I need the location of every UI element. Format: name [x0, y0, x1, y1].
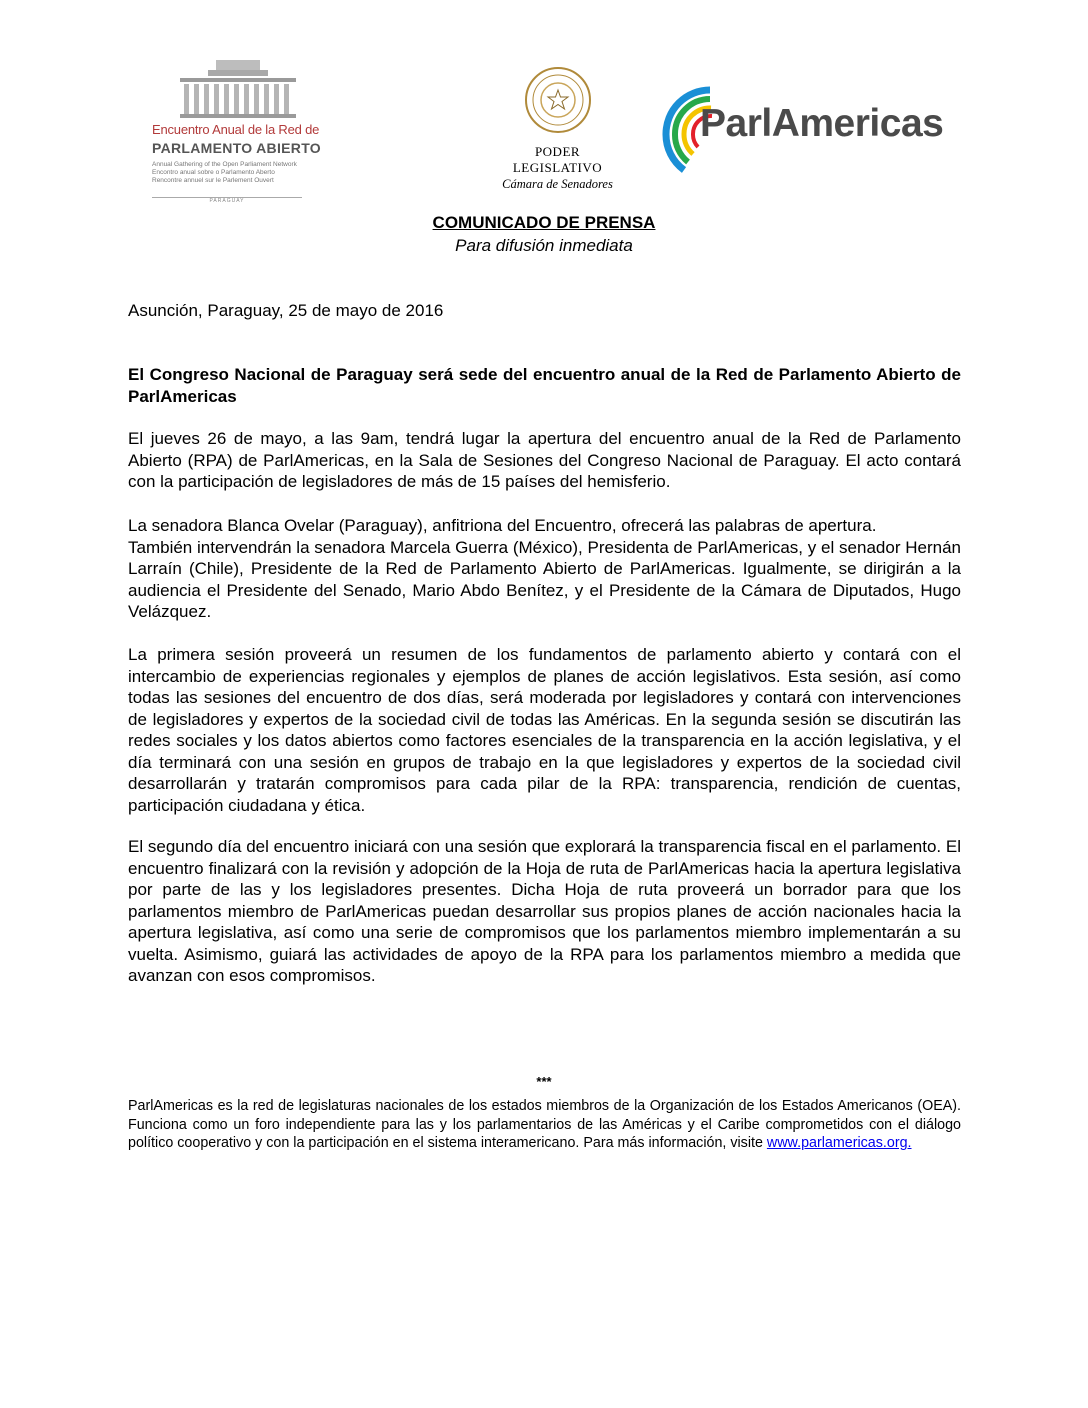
- dateline: Asunción, Paraguay, 25 de mayo de 2016: [128, 301, 444, 320]
- camara-senadores-subtitle: Cámara de Senadores: [502, 177, 613, 191]
- parlamericas-link[interactable]: www.parlamericas.org.: [766, 1135, 912, 1151]
- footer-note: [128, 1097, 961, 1153]
- paragraph-1: El jueves 26 de mayo, a las 9am, tendrá lugar la apertura del encuentro anual de la Red de Parlamento Abierto (RPA) de ParlAmericas, en la Sala de Sesiones del Congreso Nacional de Paraguay. El acto contará con la participación de legisladores de más de 15 países del hemisferio.: [128, 429, 961, 491]
- encuentro-anual-logo: [148, 58, 321, 208]
- logo-left-small3: Rencontre annuel sur le Parlement Ouvert: [152, 177, 274, 184]
- separator: ***: [536, 1074, 552, 1089]
- headline: El Congreso Nacional de Paraguay será sede del encuentro anual de la Red de Parlamento Abierto de ParlAmericas: [128, 365, 961, 406]
- logo-left-line1: Encuentro Anual de la Red de: [152, 122, 320, 137]
- logo-left-footer: PARAGUAY: [152, 197, 302, 204]
- paragraph-4: El segundo día del encuentro iniciará con una sesión que explorará la transparencia fiscal en el parlamento. El encuentro finalizará con la revisión y adopción de la Hoja de ruta de ParlAmericas hacia la apertura legislativa por parte de las y los legisladores presentes. Dicha Hoja de ruta proveerá un borrador para que los parlamentos miembro de ParlAmericas puedan desarrollar sus propios planes de acción nacionales hacia la apertura legislativa, así como una serie de compromisos que los parlamentos miembro implementarán a su vuelta. Asimismo, guiará las actividades de apoyo de la RPA para los parlamentos miembro a medida que avanzan con esos compromisos.: [128, 837, 961, 985]
- paragraph-2-line1: La senadora Blanca Ovelar (Paraguay), anfitriona del Encuentro, ofrecerá las palabras de apertura.: [128, 516, 877, 535]
- poder-legislativo-logo: [490, 66, 625, 191]
- poder-legislativo-title: PODER LEGISLATIVO: [512, 144, 603, 175]
- parlamericas-logo: [650, 82, 970, 177]
- logo-left-small1: Annual Gathering of the Open Parliament Network: [152, 161, 297, 168]
- press-release-title: COMUNICADO DE PRENSA: [432, 213, 656, 232]
- parlamericas-wordmark: ParlAmericas: [700, 102, 944, 145]
- logo-left-small2: Encontro anual sobre o Parlamento Aberto: [152, 169, 275, 176]
- national-seal-icon: [524, 66, 592, 134]
- paragraph-2: [128, 515, 961, 623]
- paragraph-2-body: También intervendrán la senadora Marcela Guerra (México), Presidenta de ParlAmericas, y el senador Hernán Larraín (Chile), Presidente de la Red de Parlamento Abierto de ParlAmericas. Igualmente, se dirigirán a la audiencia el Presidente del Senado, Mario Abdo Benítez, y el Presidente de la Cámara de Diputados, Hugo Velázquez.: [128, 537, 961, 621]
- press-release-subtitle: Para difusión inmediata: [455, 236, 633, 255]
- paragraph-3: La primera sesión proveerá un resumen de los fundamentos de parlamento abierto y contará con el intercambio de experiencias regionales y ejemplos de planes de acción legislativos. Esta sesión, así como todas las sesiones del encuentro de dos días, será moderada por legisladores y contará con intervenciones de legisladores y expertos de la sociedad civil de todas las Américas. En la segunda sesión se discutirán las redes sociales y los datos abiertos como factores esenciales de la transparencia en la acción legislativa, y el día terminará con una sesión en grupos de trabajo en la que legisladores y expertos de la sociedad civil desarrollarán y tratarán compromisos para cada pilar de la RPA: transparencia, rendición de cuentas, participación ciudadana y ética.: [128, 645, 961, 815]
- footer-text: ParlAmericas es la red de legislaturas nacionales de los estados miembros de la Organización de los Estados Americanos (OEA). Funciona como un foro independiente para las y los parlamentarios de las Américas y el Caribe comprometidos con el diálogo político cooperativo y con la participación en el sistema interamericano. Para más información, visite: [128, 1098, 961, 1151]
- logo-left-line2: PARLAMENTO ABIERTO: [152, 140, 321, 156]
- congress-building-icon: [178, 58, 298, 120]
